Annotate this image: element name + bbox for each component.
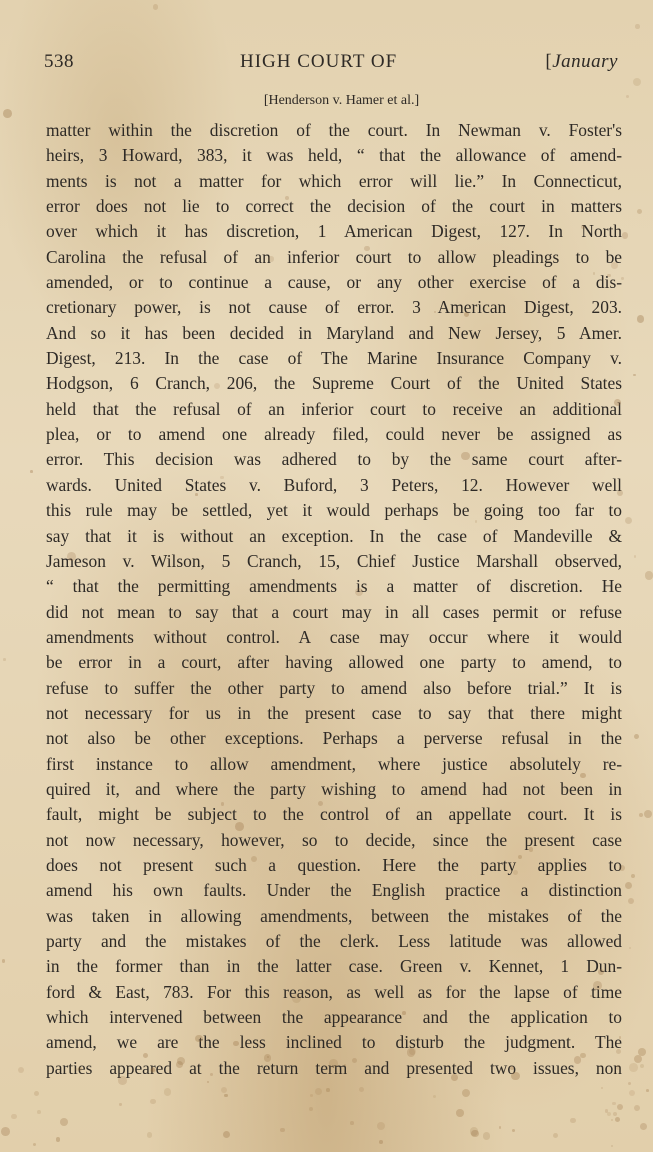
case-header: [Henderson v. Hamer et al.] xyxy=(263,93,420,108)
foxing-speck xyxy=(629,947,631,949)
body-text xyxy=(46,118,622,1081)
foxing-speck xyxy=(285,196,289,200)
foxing-speck xyxy=(601,1087,603,1089)
foxing-speck xyxy=(379,1140,383,1144)
foxing-speck xyxy=(611,1145,613,1147)
foxing-speck xyxy=(617,490,623,496)
foxing-speck xyxy=(462,1089,470,1097)
foxing-speck xyxy=(456,1109,464,1117)
text-line: parties appeared at the return term and presented two issues, non xyxy=(46,1057,622,1078)
foxing-speck xyxy=(359,1087,364,1092)
foxing-speck xyxy=(210,1073,213,1076)
foxing-speck xyxy=(223,1131,230,1138)
text-line: in the former than in the latter case. Green v. Kennet, 1 Dun- xyxy=(46,956,622,977)
foxing-speck xyxy=(309,1107,313,1111)
text-line: ford & East, 783. For this reason, as well as for the lapse of time xyxy=(46,981,622,1002)
text-line: was taken in allowing amendments, between the mistakes of the xyxy=(46,905,622,926)
foxing-speck xyxy=(268,256,273,261)
running-head xyxy=(44,51,618,75)
foxing-speck xyxy=(364,246,370,252)
foxing-speck xyxy=(637,315,645,323)
foxing-speck xyxy=(164,1088,171,1095)
text-line: error does not lie to correct the decision of the court in matters xyxy=(46,196,622,217)
text-line: held that the refusal of an inferior court to receive an additional xyxy=(46,398,622,419)
text-line: did not mean to say that a court may in all cases permit or refuse xyxy=(46,601,622,622)
foxing-speck xyxy=(67,552,76,561)
foxing-speck xyxy=(267,1056,269,1058)
foxing-speck xyxy=(622,232,629,239)
text-line: Digest, 213. In the case of The Marine Insurance Company v. xyxy=(46,348,622,369)
foxing-speck xyxy=(580,1053,586,1059)
foxing-speck xyxy=(628,898,634,904)
text-line: cretionary power, is not cause of error. 3 American Digest, 203. xyxy=(46,297,622,318)
text-line: this rule may be settled, yet it would perhaps be going too far to xyxy=(46,500,622,521)
foxing-speck xyxy=(614,399,621,406)
foxing-speck xyxy=(452,791,458,797)
text-line: Jameson v. Wilson, 5 Cranch, 15, Chief Justice Marshall observed, xyxy=(46,550,622,571)
foxing-speck xyxy=(352,1058,357,1063)
foxing-speck xyxy=(634,734,640,740)
foxing-speck xyxy=(402,1011,406,1015)
foxing-speck xyxy=(640,1064,644,1068)
foxing-speck xyxy=(499,1126,502,1129)
foxing-speck xyxy=(613,1112,617,1116)
foxing-speck xyxy=(3,109,12,118)
foxing-speck xyxy=(621,277,623,279)
foxing-speck xyxy=(235,822,244,831)
foxing-speck xyxy=(615,1117,620,1122)
foxing-speck xyxy=(56,1137,61,1142)
foxing-speck xyxy=(639,813,643,817)
text-line: Hodgson, 6 Cranch, 206, the Supreme Court of the United States xyxy=(46,373,622,394)
foxing-speck xyxy=(224,1094,228,1098)
text-line: does not present such a question. Here the party applies to xyxy=(46,854,622,875)
foxing-speck xyxy=(625,882,632,889)
foxing-speck xyxy=(220,476,223,479)
foxing-speck xyxy=(326,1088,330,1092)
foxing-speck xyxy=(629,1090,635,1096)
foxing-speck xyxy=(626,95,629,98)
text-line: Carolina the refusal of an inferior court to allow pleadings to be xyxy=(46,246,622,267)
foxing-speck xyxy=(635,24,639,28)
foxing-speck xyxy=(637,209,642,214)
month-label xyxy=(545,51,618,73)
foxing-speck xyxy=(475,520,477,522)
foxing-speck xyxy=(147,1132,152,1137)
text-line: not now necessary, however, so to decide, since the present case xyxy=(46,829,622,850)
foxing-speck xyxy=(310,1094,313,1097)
foxing-speck xyxy=(329,1059,338,1068)
foxing-speck xyxy=(484,515,486,517)
foxing-speck xyxy=(350,1121,354,1125)
foxing-speck xyxy=(355,588,363,596)
foxing-speck xyxy=(195,1035,202,1042)
foxing-speck xyxy=(118,1076,127,1085)
foxing-speck xyxy=(644,810,652,818)
foxing-speck xyxy=(280,1128,284,1132)
foxing-speck xyxy=(221,1087,227,1093)
text-line: “ that the permitting amendments is a matter of discretion. He xyxy=(46,576,622,597)
foxing-speck xyxy=(3,658,6,661)
foxing-speck xyxy=(628,1082,631,1085)
foxing-speck xyxy=(629,1063,638,1072)
foxing-speck xyxy=(1,1127,10,1136)
foxing-speck xyxy=(119,1103,121,1105)
foxing-speck xyxy=(11,1114,17,1120)
foxing-speck xyxy=(470,1127,479,1136)
text-line: matter within the discretion of the court. In Newman v. Foster's xyxy=(46,120,622,140)
text-line: which intervened between the appearance and the application to xyxy=(46,1007,622,1028)
foxing-speck xyxy=(33,1143,37,1147)
foxing-speck xyxy=(633,374,636,377)
foxing-speck xyxy=(607,1112,611,1116)
foxing-speck xyxy=(377,1122,385,1130)
foxing-speck xyxy=(451,1074,458,1081)
text-line: amend, we are the less inclined to disturb the judgment. The xyxy=(46,1032,622,1053)
foxing-speck xyxy=(634,555,637,558)
foxing-speck xyxy=(607,274,611,278)
foxing-speck xyxy=(593,272,596,275)
foxing-speck xyxy=(37,1110,41,1114)
foxing-speck xyxy=(619,865,625,871)
foxing-speck xyxy=(78,1067,82,1071)
foxing-speck xyxy=(60,1118,68,1126)
foxing-speck xyxy=(553,1133,558,1138)
foxing-speck xyxy=(30,470,33,473)
text-line: fault, might be subject to the control of an appellate court. It is xyxy=(46,804,622,825)
month-name: January xyxy=(552,51,618,72)
text-line: say that it is without an exception. In the case of Mandeville & xyxy=(46,525,622,546)
foxing-speck xyxy=(433,1095,436,1098)
text-line: party and the mistakes of the clerk. Less latitude was allowed xyxy=(46,931,622,951)
foxing-speck xyxy=(580,773,585,778)
foxing-speck xyxy=(611,262,618,269)
foxing-speck xyxy=(483,1132,490,1139)
text-line: amended, or to continue a cause, or any other exercise of a dis- xyxy=(46,272,622,293)
foxing-speck xyxy=(18,1067,24,1073)
text-line: wards. United States v. Buford, 3 Peters, 12. However well xyxy=(46,474,622,495)
foxing-speck xyxy=(153,4,159,10)
text-line: not necessary for us in the present case to say that there might xyxy=(46,702,622,723)
text-line: over which it has discretion, 1 American Digest, 127. In North xyxy=(46,221,622,242)
text-line: amendments without control. A case may occur where it would xyxy=(46,626,622,647)
foxing-speck xyxy=(214,383,220,389)
foxing-speck xyxy=(407,1048,416,1057)
text-line: not also be other exceptions. Perhaps a perverse refusal in the xyxy=(46,728,622,749)
foxing-speck xyxy=(150,1067,156,1073)
text-line: ments is not a matter for which error will lie.” In Connecticut, xyxy=(46,170,622,191)
foxing-speck xyxy=(315,1088,322,1095)
foxing-speck xyxy=(617,1104,623,1110)
text-line: refuse to suffer the other party to amend also before trial.” It is xyxy=(46,677,622,698)
foxing-speck xyxy=(581,225,585,229)
text-line: error. This decision was adhered to by the same court after- xyxy=(46,449,622,470)
foxing-speck xyxy=(633,78,641,86)
foxing-speck xyxy=(605,1109,609,1113)
text-line: And so it has been decided in Maryland and New Jersey, 5 Amer. xyxy=(46,322,622,343)
foxing-speck xyxy=(634,1105,640,1111)
foxing-speck xyxy=(646,1089,649,1092)
foxing-speck xyxy=(344,1064,346,1066)
text-line: amend his own faults. Under the English practice a distinction xyxy=(46,880,622,901)
page-number: 538 xyxy=(44,51,74,72)
text-line: quired it, and where the party wishing to amend had not been in xyxy=(46,778,622,799)
month-bracket: [ xyxy=(545,51,553,72)
text-line: be error in a court, after having allowed one party to amend, to xyxy=(46,652,622,673)
text-line: first instance to allow amendment, where justice absolutely re- xyxy=(46,753,622,774)
foxing-speck xyxy=(195,493,198,496)
foxing-speck xyxy=(150,1099,155,1104)
foxing-speck xyxy=(645,571,653,580)
foxing-speck xyxy=(631,874,635,878)
foxing-speck xyxy=(640,1123,647,1130)
foxing-speck xyxy=(233,1041,238,1046)
foxing-speck xyxy=(143,1053,148,1058)
foxing-speck xyxy=(207,1081,209,1083)
foxing-speck xyxy=(512,1129,515,1132)
foxing-speck xyxy=(593,981,602,990)
foxing-speck xyxy=(2,959,5,962)
text-line: heirs, 3 Howard, 383, it was held, “ that the allowance of amend- xyxy=(46,145,622,166)
court-title: HIGH COURT OF xyxy=(240,51,398,72)
text-line: plea, or to amend one already filed, could never be assigned as xyxy=(46,424,622,445)
foxing-speck xyxy=(570,1118,576,1124)
foxing-speck xyxy=(612,1102,616,1106)
foxing-speck xyxy=(34,1091,40,1097)
foxing-speck xyxy=(611,1119,613,1121)
foxing-speck xyxy=(638,1048,646,1056)
foxing-speck xyxy=(625,517,632,524)
